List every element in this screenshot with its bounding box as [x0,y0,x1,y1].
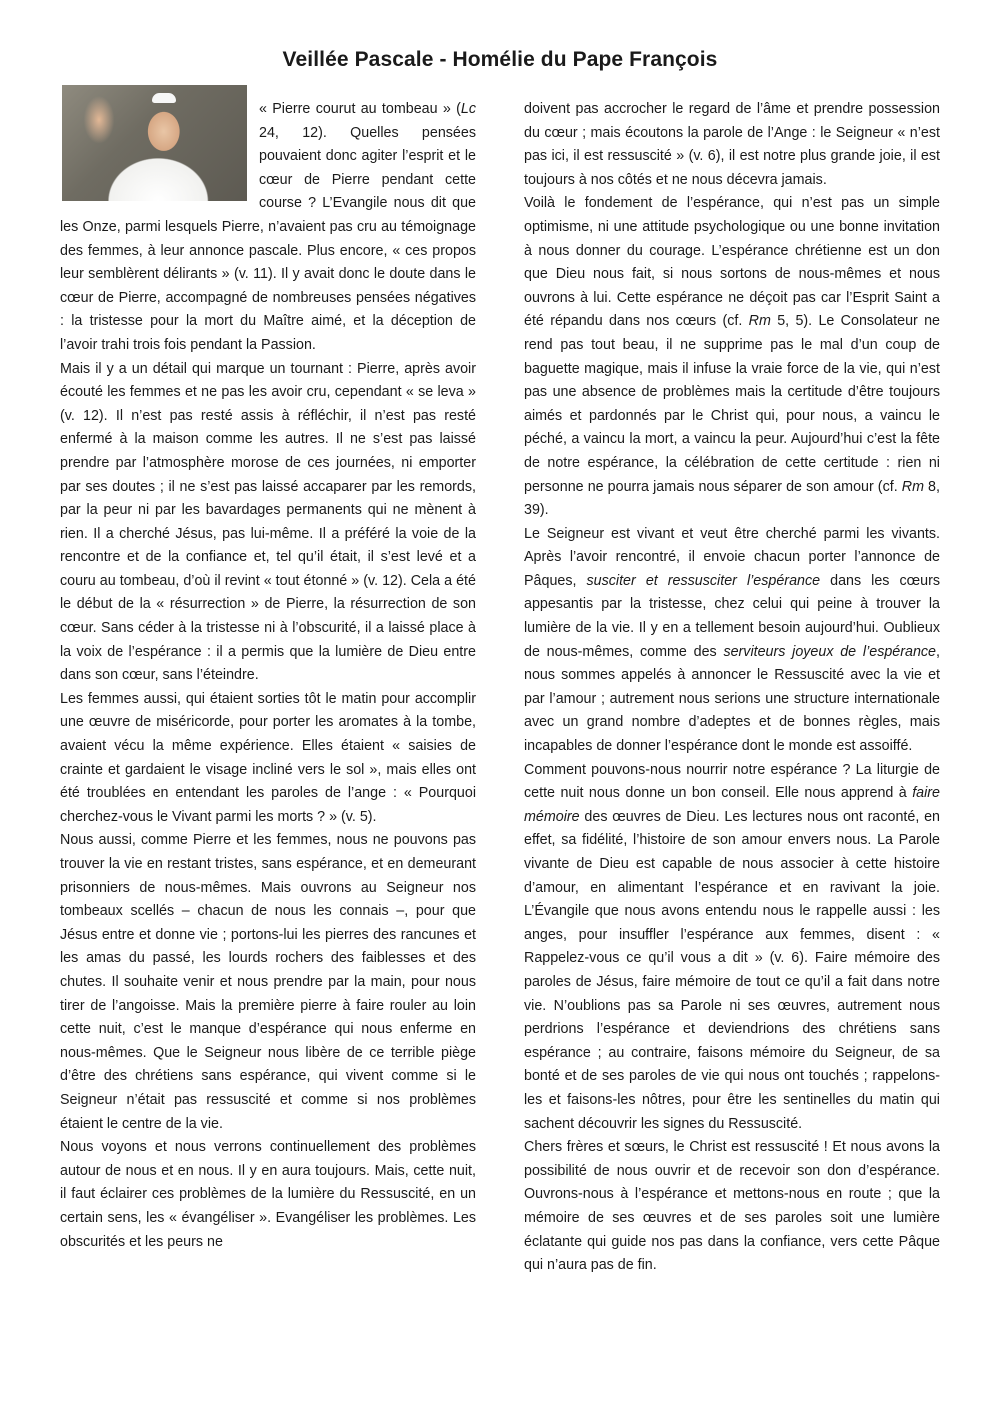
paragraph: « Pierre courut au tombeau » (Lc 24, 12). Quelles pensées pouvaient donc agiter l’esprit et le cœur de Pierre pendant cette course ? L’Evangile nous dit que les Onze, parmi lesquels Pierre, n’avaient pas cru au témoignage des femmes, à leur annonce pascale. Plus encore, « ces propos leur semblèrent délirants » (v. 11). Il y avait donc le doute dans le cœur de Pierre, accompagné de nombreuses pensées négatives : la tristesse pour la mort du Maître aimé, et la déception de l’avoir trahi trois fois pendant la Passion. [60,98,476,358]
paragraph: Comment pouvons-nous nourrir notre espérance ? La liturgie de cette nuit nous donne un bon conseil. Elle nous apprend à faire mémoire des œuvres de Dieu. Les lectures nous ont raconté, en effet, sa fidélité, l’histoire de son amour envers nous. La Parole vivante de Dieu est capable de nous associer à cette histoire d’amour, en alimentant l’espérance et en ravivant la joie. L’Évangile que nous avons entendu nous le rappelle aussi : les anges, pour insuffler l’espérance aux femmes, disent : « Rappelez-vous ce qu’il vous a dit » (v. 6). Faire mémoire des paroles de Jésus, faire mémoire de tout ce qu’il a fait dans notre vie. N’oublions pas sa Parole ni ses œuvres, autrement nous perdrions l’espérance et deviendrions des chrétiens sans espérance ; au contraire, faisons mémoire du Seigneur, de sa bonté et de ses paroles de vie qui nous ont touchés ; rappelons-les et faisons-les nôtres, pour être les sentinelles du matin qui sachent découvrir les signes du Ressuscité. [524,761,940,1132]
scripture-ref: Rm [748,313,771,330]
right-column [524,98,940,1278]
emphasis: susciter et ressusciter l’espérance [586,572,821,589]
paragraph: Nous voyons et nous verrons continuellement des problèmes autour de nous et en nous. Il y en aura toujours. Mais, cette nuit, il faut éclairer ces problèmes de la lumière du Ressuscité, en un certain sens, les « évangéliser ». Evangéliser les problèmes. Les obscurités et les peurs ne [60,1139,476,1250]
left-column [60,98,476,1254]
paragraph: Mais il y a un détail qui marque un tournant : Pierre, après avoir écouté les femmes et ne pas les avoir cru, cependant « se leva » (v. 12). Il n’est pas resté assis à réfléchir, il n’est pas resté enfermé à la maison comme les autres. Il ne s’est pas laissé prendre par l’atmosphère morose de ces journées, ni emporter par ses doutes ; il ne s’est pas laissé accaparer par les remords, par la peur ni par les bavardages permanents qui ne mènent à rien. Il a cherché Jésus, pas lui-même. Il a préféré la voie de la rencontre et de la confiance et, tel qu’il était, il s’est levé et a couru au tombeau, d’où il revint « tout étonné » (v. 12). Cela a été le début de la « résurrection » de Pierre, la résurrection de son cœur. Sans céder à la tristesse ni à l’obscurité, il a laissé place à la voix de l’espérance : il a permis que la lumière de Dieu entre dans son cœur, sans l’éteindre. [60,360,476,684]
pope-photo [62,85,247,201]
emphasis: faire mémoire [524,785,940,825]
paragraph: Chers frères et sœurs, le Christ est ressuscité ! Et nous avons la possibilité de nous ouvrir et de recevoir son don d’espérance. Ouvrons-nous à l’espérance et mettons-nous en route ; que la mémoire de ses œuvres et de ses paroles soit une lumière éclatante qui guide nos pas dans la confiance, vers cette Pâque qui n’aura pas de fin. [524,1139,940,1274]
paragraph: Voilà le fondement de l’espérance, qui n’est pas un simple optimisme, ni une attitude psychologique ou une bonne invitation à nous donner du courage. L’espérance chrétienne est un don que Dieu nous fait, si nous sortons de nous-mêmes et nous ouvrons à lui. Cette espérance ne déçoit pas car l’Esprit Saint a été répandu dans nos cœurs (cf. Rm 5, 5). Le Consolateur ne rend pas tout beau, il ne supprime pas le mal d’un coup de baguette magique, mais il infuse la vraie force de la vie, qui n’est pas une absence de problèmes mais la certitude d’être toujours aimés et pardonnés par le Christ qui, pour nous, a vaincu le péché, a vaincu la mort, a vaincu la peur. Aujourd’hui c’est la fête de notre espérance, la célébration de cette certitude : rien ni personne ne pourra jamais nous séparer de son amour (cf. Rm 8, 39). [524,195,940,519]
emphasis: serviteurs joyeux de l’espérance [723,643,937,660]
scripture-ref: Rm [901,478,924,495]
zucchetto [152,93,176,103]
paragraph: Le Seigneur est vivant et veut être cherché parmi les vivants. Après l’avoir rencontré, il envoie chacun porter l’annonce de Pâques, susciter et ressusciter l’espérance dans les cœurs appesantis par la tristesse, chez celui qui peine à trouver la lumière de la vie. Il y en a tellement besoin aujourd’hui. Oublieux de nous-mêmes, comme des serviteurs joyeux de l’espérance, nous sommes appelés à annoncer le Ressuscité avec la vie et par l’amour ; autrement nous serions une structure internationale avec un grand nombre d’adeptes et de bonnes règles, mais incapables de donner l’espérance dont le monde est assoiffé. [524,525,940,755]
paragraph: Nous aussi, comme Pierre et les femmes, nous ne pouvons pas trouver la vie en restant tristes, sans espérance, et en demeurant prisonniers de nous-mêmes. Mais ouvrons au Seigneur nos tombeaux scellés – chacun de nous les connais –, pour que Jésus entre et donne vie ; portons-lui les pierres des rancunes et les amas du passé, les lourds rochers des faiblesses et des chutes. Il souhaite venir et nous prendre par la main, pour nous tirer de l’angoisse. Mais la première pierre à faire rouler au loin cette nuit, c’est le manque d’espérance qui nous enferme en nous-mêmes. Que le Seigneur nous libère de ce terrible piège d’être des chrétiens sans espérance, qui vivent comme si le Seigneur n’était pas ressuscité et comme si nos problèmes étaient le centre de la vie. [60,832,476,1132]
paragraph: doivent pas accrocher le regard de l’âme et prendre possession du cœur ; mais écoutons la parole de l’Ange : le Seigneur « n’est pas ici, il est ressuscité » (v. 6), il est notre plus grande joie, il est toujours à nos côtés et ne nous décevra jamais. [524,101,940,188]
scripture-ref: Lc [460,101,476,117]
paragraph: Les femmes aussi, qui étaient sorties tôt le matin pour accomplir une œuvre de miséricorde, pour porter les aromates à la tombe, avaient vécu la même expérience. Elles étaient « saisies de crainte et gardaient le visage incliné vers le sol », mais elles ont été troublées en entendant les paroles de l’ange : « Pourquoi cherchez-vous le Vivant parmi les morts ? » (v. 5). [60,690,476,825]
page-title: Veillée Pascale - Homélie du Pape François [282,48,718,71]
